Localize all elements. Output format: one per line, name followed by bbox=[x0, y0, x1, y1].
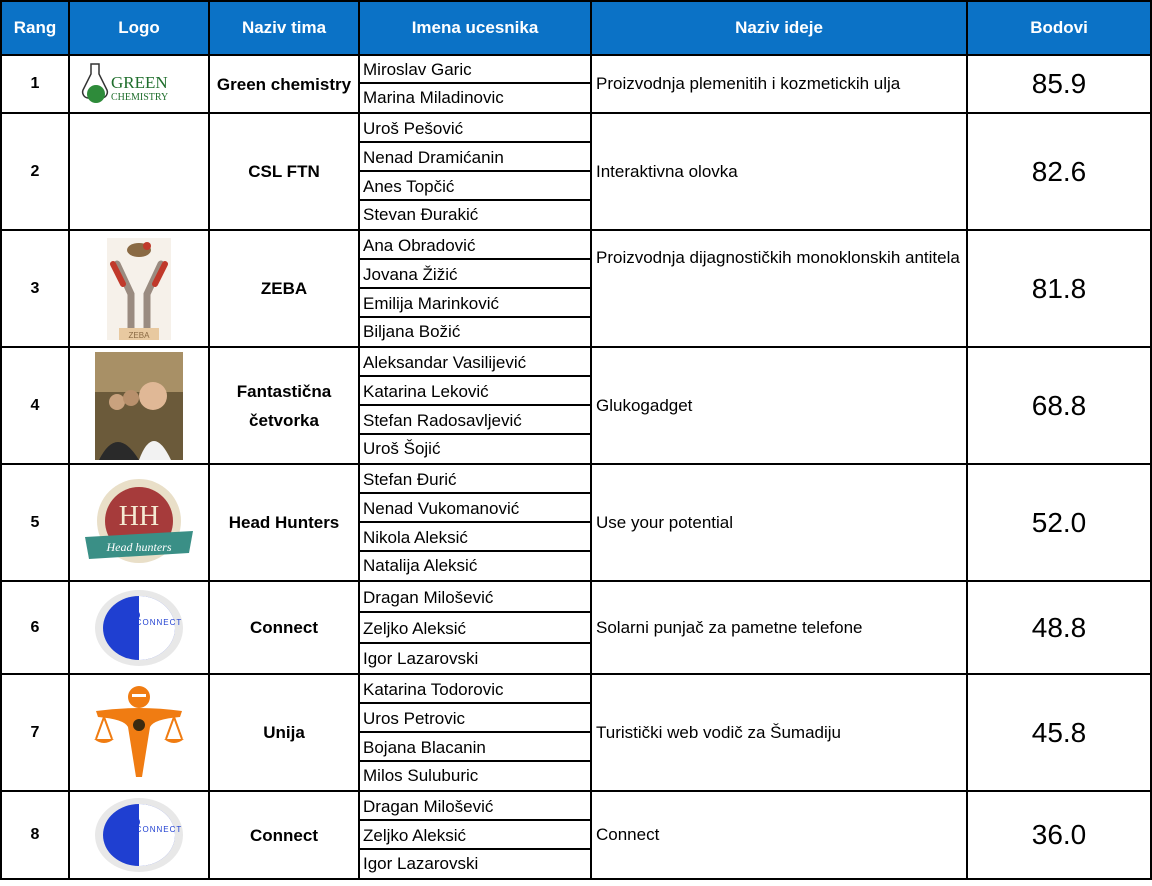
member-name: Uroš Šojić bbox=[363, 439, 441, 458]
rank-value: 4 bbox=[1, 347, 69, 464]
member-name: Uros Petrovic bbox=[360, 704, 590, 733]
table-row bbox=[1, 674, 1151, 791]
rank-value: 6 bbox=[1, 581, 69, 674]
score-value: 68.8 bbox=[967, 347, 1151, 464]
idea-name: Solarni punjač za pametne telefone bbox=[591, 581, 967, 674]
idea-name: Connect bbox=[591, 791, 967, 879]
logo-text-connect: CONNECT bbox=[135, 825, 183, 834]
connect-logo bbox=[89, 585, 189, 671]
team-name: ZEBA bbox=[209, 230, 359, 347]
member-name: Anes Topčić bbox=[360, 172, 590, 201]
logo-cell bbox=[69, 464, 209, 581]
logo-text-green: GREEN bbox=[111, 73, 168, 92]
idea-name: Interaktivna olovka bbox=[591, 113, 967, 230]
member-name: Ana Obradović bbox=[360, 231, 590, 260]
member-name: Biljana Božić bbox=[363, 322, 461, 341]
member-name: Zeljko Aleksić bbox=[360, 613, 590, 644]
green-chemistry-logo bbox=[79, 58, 199, 110]
member-name: Marina Miladinovic bbox=[363, 88, 504, 107]
team-name: Connect bbox=[209, 581, 359, 674]
table-row bbox=[1, 581, 1151, 674]
member-name: Stefan Đurić bbox=[360, 465, 590, 494]
member-name: Milos Suluburic bbox=[363, 766, 479, 785]
team-name: Head Hunters bbox=[209, 464, 359, 581]
member-name: Jovana Žižić bbox=[360, 260, 590, 289]
team-name: Green chemistry bbox=[209, 55, 359, 113]
members-cell bbox=[359, 674, 591, 791]
logo-cell bbox=[69, 347, 209, 464]
header-logo: Logo bbox=[69, 1, 209, 55]
member-name: Miroslav Garic bbox=[360, 56, 590, 84]
score-value: 82.6 bbox=[967, 113, 1151, 230]
table-row bbox=[1, 791, 1151, 879]
rank-value: 5 bbox=[1, 464, 69, 581]
team-photo bbox=[95, 352, 183, 460]
unija-logo bbox=[84, 681, 194, 785]
score-value: 36.0 bbox=[967, 791, 1151, 879]
members-cell bbox=[359, 55, 591, 113]
header-rank: Rang bbox=[1, 1, 69, 55]
members-cell bbox=[359, 464, 591, 581]
members-cell bbox=[359, 581, 591, 674]
logo-cell bbox=[69, 55, 209, 113]
logo-cell bbox=[69, 581, 209, 674]
header-row bbox=[1, 1, 1151, 55]
header-idea: Naziv ideje bbox=[591, 1, 967, 55]
idea-name: Proizvodnja dijagnostičkih monoklonskih antitela bbox=[591, 230, 967, 347]
logo-cell bbox=[69, 791, 209, 879]
logo-text-connect: CONNECT bbox=[135, 617, 183, 627]
member-name: Stevan Đurakić bbox=[363, 205, 479, 224]
logo-text-hh: HH bbox=[118, 500, 160, 532]
member-name: Zeljko Aleksić bbox=[360, 821, 590, 850]
table-row bbox=[1, 55, 1151, 113]
member-name: Igor Lazarovski bbox=[363, 854, 479, 873]
idea-name: Use your potential bbox=[591, 464, 967, 581]
members-cell bbox=[359, 230, 591, 347]
member-name: Natalija Aleksić bbox=[363, 556, 478, 575]
member-name: Emilija Marinković bbox=[360, 289, 590, 318]
member-name: Katarina Todorovic bbox=[360, 675, 590, 704]
idea-name: Glukogadget bbox=[591, 347, 967, 464]
score-value: 52.0 bbox=[967, 464, 1151, 581]
team-name: CSL FTN bbox=[209, 113, 359, 230]
members-cell bbox=[359, 113, 591, 230]
team-name: Unija bbox=[209, 674, 359, 791]
member-name: Katarina Leković bbox=[360, 377, 590, 406]
member-name: Bojana Blacanin bbox=[360, 733, 590, 762]
header-score: Bodovi bbox=[967, 1, 1151, 55]
logo-text-zeba: ZEBA bbox=[128, 330, 150, 340]
rank-value: 8 bbox=[1, 791, 69, 879]
logo-cell bbox=[69, 674, 209, 791]
member-name: Uroš Pešović bbox=[360, 114, 590, 143]
rank-value: 7 bbox=[1, 674, 69, 791]
member-name: Igor Lazarovski bbox=[363, 649, 479, 668]
score-value: 48.8 bbox=[967, 581, 1151, 674]
table-row bbox=[1, 113, 1151, 230]
members-cell bbox=[359, 347, 591, 464]
logo-text-head-hunters: Head hunters bbox=[106, 539, 172, 554]
member-name: Dragan Milošević bbox=[360, 582, 590, 613]
table-row bbox=[1, 347, 1151, 464]
logo-cell bbox=[69, 230, 209, 347]
logo-text-chemistry: CHEMISTRY bbox=[111, 92, 169, 103]
member-name: Stefan Radosavljević bbox=[360, 406, 590, 435]
connect-logo bbox=[89, 794, 189, 876]
score-value: 45.8 bbox=[967, 674, 1151, 791]
member-name: Dragan Milošević bbox=[360, 792, 590, 821]
members-cell bbox=[359, 791, 591, 879]
member-name: Nenad Dramićanin bbox=[360, 143, 590, 172]
idea-name: Turistički web vodič za Šumadiju bbox=[591, 674, 967, 791]
rank-value: 1 bbox=[1, 55, 69, 113]
score-value: 81.8 bbox=[967, 230, 1151, 347]
rank-value: 2 bbox=[1, 113, 69, 230]
head-hunters-logo bbox=[79, 473, 199, 573]
table-row bbox=[1, 464, 1151, 581]
score-value: 85.9 bbox=[967, 55, 1151, 113]
header-members: Imena ucesnika bbox=[359, 1, 591, 55]
member-name: Nikola Aleksić bbox=[360, 523, 590, 552]
member-name: Nenad Vukomanović bbox=[360, 494, 590, 523]
team-name: Connect bbox=[209, 791, 359, 879]
rank-value: 3 bbox=[1, 230, 69, 347]
header-team: Naziv tima bbox=[209, 1, 359, 55]
table-row bbox=[1, 230, 1151, 347]
member-name: Aleksandar Vasilijević bbox=[360, 348, 590, 377]
zeba-logo bbox=[99, 234, 179, 344]
logo-cell bbox=[69, 113, 209, 230]
idea-name: Proizvodnja plemenitih i kozmetickih ulja bbox=[591, 55, 967, 113]
team-name: Fantastična četvorka bbox=[209, 347, 359, 464]
